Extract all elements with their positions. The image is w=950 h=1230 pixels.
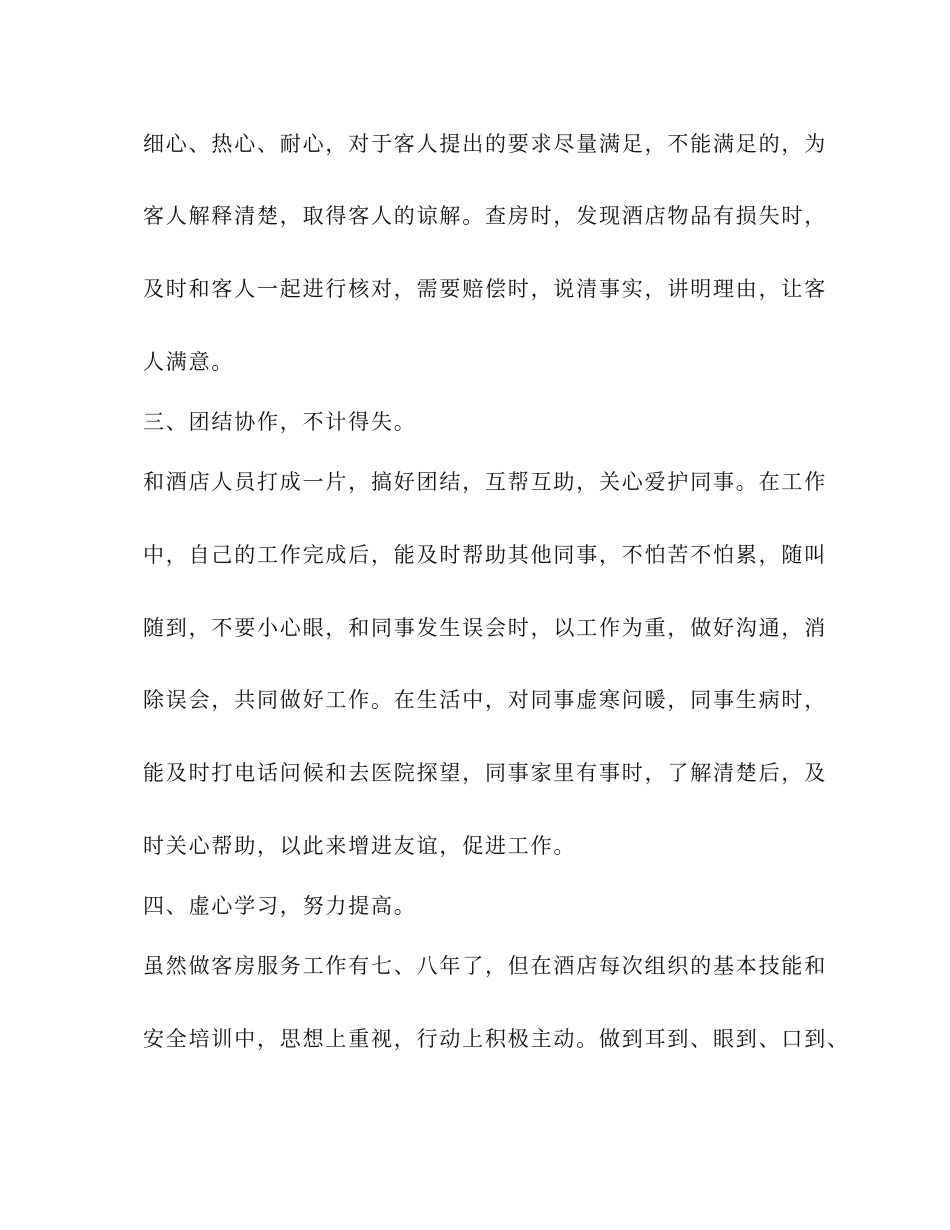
section-heading: 四、虚心学习，努力提高。 <box>143 894 417 918</box>
paragraph-line: 时关心帮助，以此来增进友谊，促进工作。 <box>143 834 577 858</box>
paragraph-line: 安全培训中，思想上重视，行动上积极主动。做到耳到、眼到、口到、 <box>143 1027 850 1051</box>
paragraph-line: 人满意。 <box>143 350 235 374</box>
paragraph-line: 能及时打电话问候和去医院探望，同事家里有事时，了解清楚后，及 <box>143 761 827 785</box>
paragraph-line: 和酒店人员打成一片，搞好团结，互帮互助，关心爱护同事。在工作 <box>143 470 827 494</box>
paragraph-line: 细心、热心、耐心，对于客人提出的要求尽量满足，不能满足的，为 <box>143 132 827 156</box>
paragraph-line: 除误会，共同做好工作。在生活中，对同事虚寒问暖，同事生病时， <box>143 688 827 712</box>
section-heading: 三、团结协作，不计得失。 <box>143 410 417 434</box>
paragraph-line: 随到，不要小心眼，和同事发生误会时，以工作为重，做好沟通，消 <box>143 616 827 640</box>
paragraph-line: 中，自己的工作完成后，能及时帮助其他同事，不怕苦不怕累，随叫 <box>143 543 827 567</box>
paragraph-line: 及时和客人一起进行核对，需要赔偿时，说清事实，讲明理由，让客 <box>143 277 827 301</box>
paragraph-line: 客人解释清楚，取得客人的谅解。查房时，发现酒店物品有损失时， <box>143 204 827 228</box>
paragraph-line: 虽然做客房服务工作有七、八年了，但在酒店每次组织的基本技能和 <box>143 954 827 978</box>
